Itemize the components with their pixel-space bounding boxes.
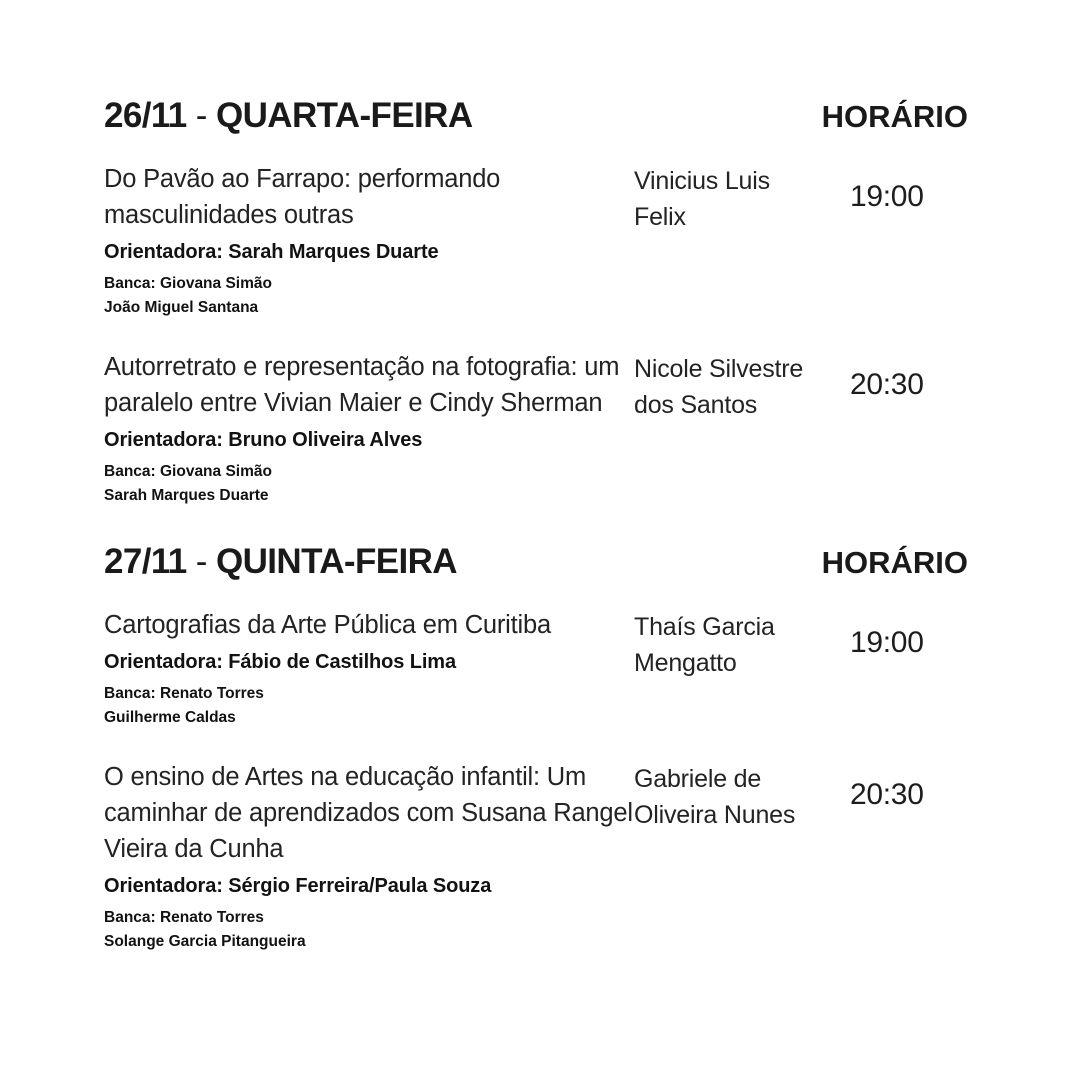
entry-time: 19:00 <box>850 625 924 659</box>
day-date-1: 26/11 <box>104 96 187 135</box>
entry-time: 19:00 <box>850 180 924 213</box>
entry-main <box>104 608 634 730</box>
entry-author: Thaís Garcia Mengatto <box>634 612 775 677</box>
entry-main <box>104 350 634 508</box>
schedule-entry <box>104 608 976 730</box>
day-dash-1: - <box>186 96 216 135</box>
entry-board: Banca: Giovana Simão João Miguel Santana <box>104 274 272 316</box>
schedule-entry <box>104 350 976 508</box>
entry-author: Gabriele de Oliveira Nunes <box>634 764 796 829</box>
entry-title: O ensino de Artes na educação infantil: Um caminhar de aprendizados com Susana Rangel Vieira da Cunha <box>104 762 633 863</box>
day-weekday-2: QUINTA-FEIRA <box>215 541 457 581</box>
entry-board: Banca: Renato Torres Solange Garcia Pitangueira <box>104 908 306 950</box>
day-date-2: 27/11 <box>104 541 187 581</box>
day-header-2 <box>104 542 976 582</box>
entry-title: Autorretrato e representação na fotografia: um paralelo entre Vivian Maier e Cindy Sherman <box>104 352 620 417</box>
entry-author: Vinicius Luis Felix <box>634 167 770 231</box>
entry-advisor: Orientadora: Bruno Oliveira Alves <box>104 428 423 451</box>
schedule-entry <box>104 162 976 320</box>
entry-title: Do Pavão ao Farrapo: performando masculinidades outras <box>104 165 501 229</box>
day-title-1 <box>104 96 473 136</box>
schedule-column-label-2: HORÁRIO <box>821 544 968 580</box>
entry-advisor: Orientadora: Sérgio Ferreira/Paula Souza <box>104 874 492 897</box>
entry-time: 20:30 <box>850 367 924 401</box>
entry-board: Banca: Renato Torres Guilherme Caldas <box>104 684 264 726</box>
entry-author: Nicole Silvestre dos Santos <box>634 354 804 419</box>
day-weekday-1: QUARTA-FEIRA <box>215 96 473 135</box>
entry-advisor: Orientadora: Fábio de Castilhos Lima <box>104 650 457 673</box>
day-title-2 <box>104 542 457 582</box>
day-dash-2: - <box>186 541 216 581</box>
entry-board: Banca: Giovana Simão Sarah Marques Duarte <box>104 462 272 504</box>
schedule-column-label-1: HORÁRIO <box>821 99 968 134</box>
entry-advisor: Orientadora: Sarah Marques Duarte <box>104 240 439 263</box>
entry-time: 20:30 <box>850 777 924 811</box>
entry-main <box>104 760 634 954</box>
entry-main <box>104 162 634 320</box>
schedule-entry <box>104 760 976 954</box>
entry-title: Cartografias da Arte Pública em Curitiba <box>104 610 551 639</box>
day-header-1 <box>104 96 976 136</box>
